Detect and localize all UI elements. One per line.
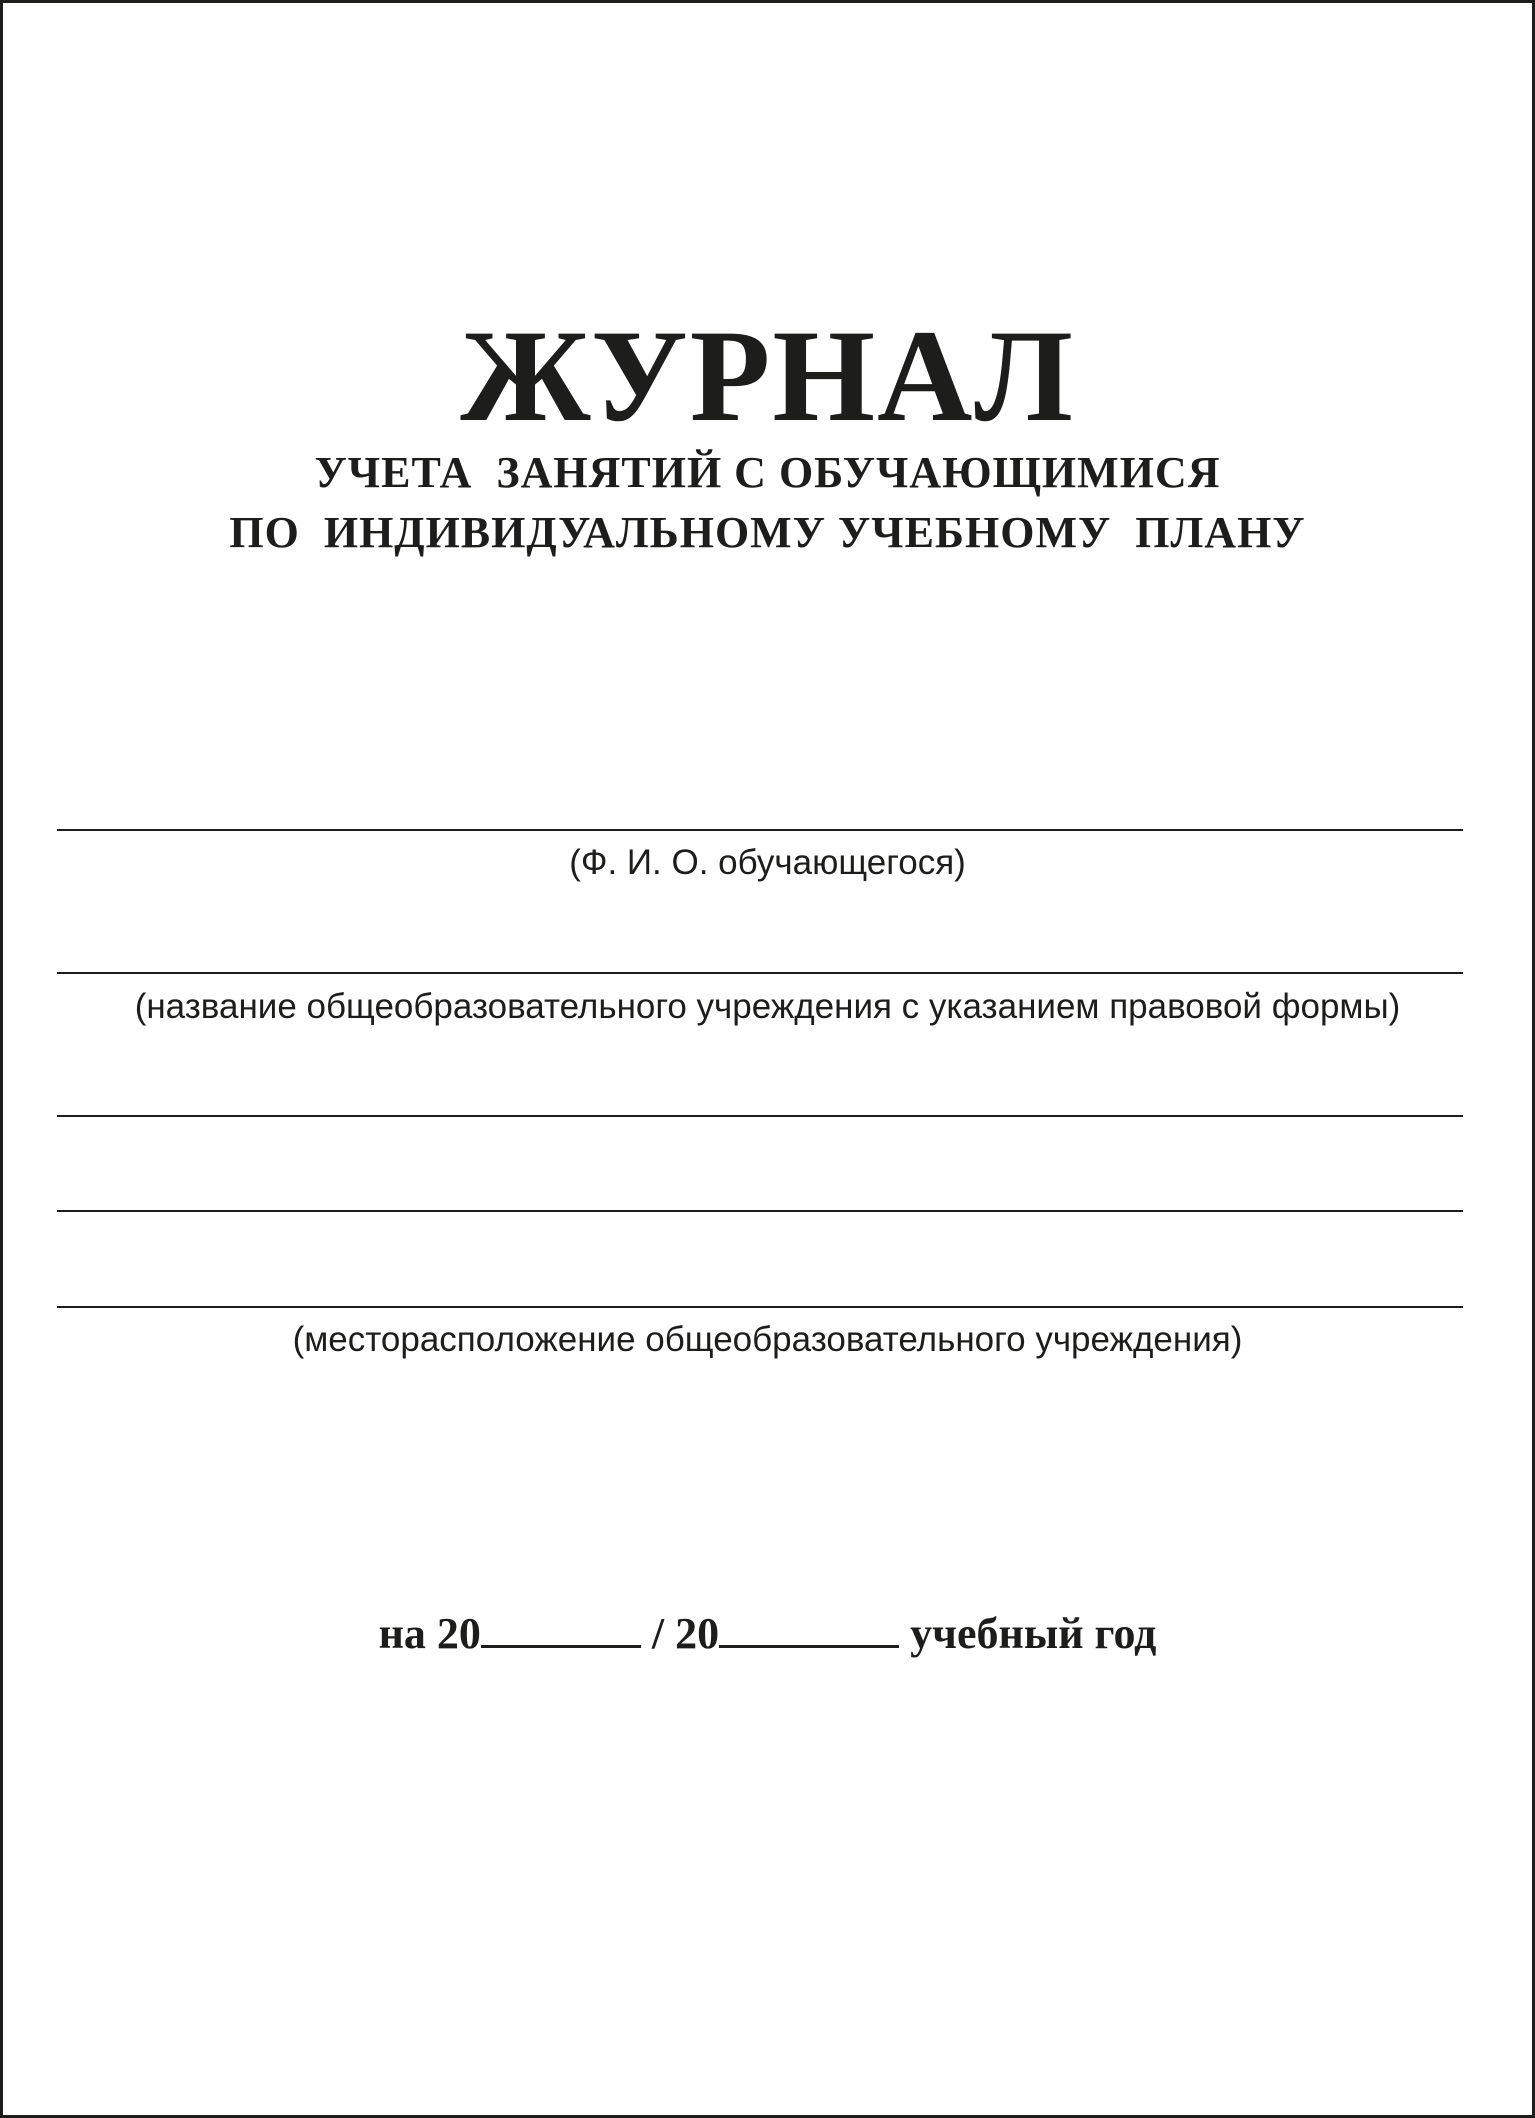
academic-year-separator: / 20 [640, 1609, 720, 1658]
journal-subtitle-line-2: ПО ИНДИВИДУАЛЬНОМУ УЧЕБНОМУ ПЛАНУ [229, 508, 1306, 557]
year-end-blank [719, 1605, 899, 1648]
institution-name-line [57, 972, 1463, 974]
blank-line-1 [57, 1115, 1463, 1117]
blank-line-2 [57, 1210, 1463, 1212]
journal-subtitle-line-1: УЧЕТА ЗАНЯТИЙ С ОБУЧАЮЩИМИСЯ [314, 448, 1221, 497]
institution-location-caption: (месторасположение общеобразовательного учреждения) [292, 1320, 1243, 1359]
year-start-blank [481, 1605, 641, 1648]
journal-title: ЖУРНАЛ [460, 302, 1075, 449]
student-name-line [57, 829, 1463, 831]
institution-location-line [57, 1306, 1463, 1308]
academic-year-prefix: на 20 [378, 1609, 481, 1658]
institution-name-caption: (название общеобразовательного учреждения с указанием правовой формы) [134, 987, 1401, 1026]
academic-year-suffix: учебный год [899, 1609, 1157, 1658]
academic-year-line [3, 1605, 1532, 1662]
student-name-caption: (Ф. И. О. обучающегося) [569, 843, 966, 882]
